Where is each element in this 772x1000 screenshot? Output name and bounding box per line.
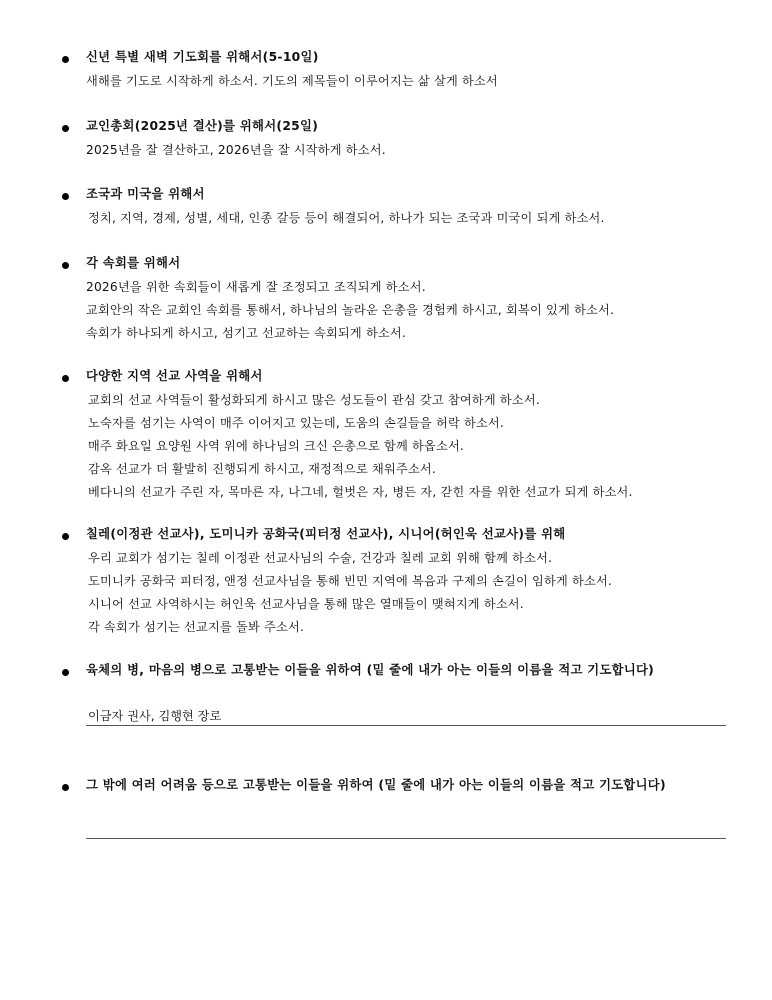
prayer-line: 2025년을 잘 결산하고, 2026년을 잘 시작하게 하소서. <box>86 143 386 157</box>
prayer-line: 시니어 선교 사역하시는 허인욱 선교사님을 통해 많은 열매들이 맺혀지게 하소서. <box>88 597 524 611</box>
prayer-line: 베다니의 선교가 주린 자, 목마른 자, 나그네, 헐벗은 자, 병든 자, 갇힌 자를 위한 선교가 되게 하소서. <box>88 485 633 499</box>
bullet-icon <box>62 56 69 63</box>
bullet-icon <box>62 125 69 132</box>
prayer-line: 새해를 기도로 시작하게 하소서. 기도의 제목들이 이루어지는 삶 살게 하소서 <box>86 74 498 88</box>
bullet-icon <box>62 784 69 791</box>
fill-in-line[interactable] <box>86 725 726 726</box>
bullet-icon <box>62 533 69 540</box>
bullet-icon <box>62 262 69 269</box>
prayer-line: 우리 교회가 섬기는 칠레 이정관 선교사님의 수술, 건강과 칠레 교회 위해 함께 하소서. <box>88 551 553 565</box>
prayer-line: 노숙자를 섬기는 사역이 매주 이어지고 있는데, 도움의 손길들을 허락 하소서. <box>88 416 504 430</box>
section-heading: 그 밖에 여러 어려움 등으로 고통받는 이들을 위하여 (밑 줄에 내가 아는 이들의 이름을 적고 기도합니다) <box>86 778 666 792</box>
prayer-line: 도미니카 공화국 피터정, 앤정 선교사님을 통해 빈민 지역에 복음과 구제의 손길이 임하게 하소서. <box>88 574 612 588</box>
fill-in-line[interactable] <box>86 838 726 839</box>
section-heading: 각 속회를 위해서 <box>86 256 181 270</box>
bullet-icon <box>62 375 69 382</box>
section-heading: 다양한 지역 선교 사역을 위해서 <box>86 369 263 383</box>
prayer-line: 교회안의 작은 교회인 속회를 통해서, 하나님의 놀라운 은총을 경험케 하시고, 회복이 있게 하소서. <box>86 303 615 317</box>
section-heading: 신년 특별 새벽 기도회를 위해서(5-10일) <box>86 50 319 64</box>
prayer-line: 정치, 지역, 경제, 성별, 세대, 인종 갈등 등이 해결되어, 하나가 되는 조국과 미국이 되게 하소서. <box>88 211 605 225</box>
prayer-line: 교회의 선교 사역들이 활성화되게 하시고 많은 성도들이 관심 갖고 참여하게 하소서. <box>88 393 540 407</box>
prayer-line: 2026년을 위한 속회들이 새롭게 잘 조정되고 조직되게 하소서. <box>86 280 426 294</box>
prayer-line: 감옥 선교가 더 활발히 진행되게 하시고, 재정적으로 채워주소서. <box>88 462 436 476</box>
section-heading: 육체의 병, 마음의 병으로 고통받는 이들을 위하여 (밑 줄에 내가 아는 이들의 이름을 적고 기도합니다) <box>86 663 655 677</box>
section-heading: 교인총회(2025년 결산)를 위해서(25일) <box>86 119 319 133</box>
bullet-icon <box>62 193 69 200</box>
handwritten-names: 이금자 권사, 김행현 장로 <box>88 709 222 723</box>
section-heading: 조국과 미국을 위해서 <box>86 187 205 201</box>
prayer-line: 속회가 하나되게 하시고, 섬기고 선교하는 속회되게 하소서. <box>86 326 406 340</box>
prayer-line: 매주 화요일 요양원 사역 위에 하나님의 크신 은총으로 함께 하옵소서. <box>88 439 464 453</box>
prayer-line: 각 속회가 섬기는 선교지를 돌봐 주소서. <box>88 620 305 634</box>
section-heading: 칠레(이정관 선교사), 도미니카 공화국(피터정 선교사), 시니어(허인욱 선교사)를 위해 <box>86 527 566 541</box>
bullet-icon <box>62 669 69 676</box>
